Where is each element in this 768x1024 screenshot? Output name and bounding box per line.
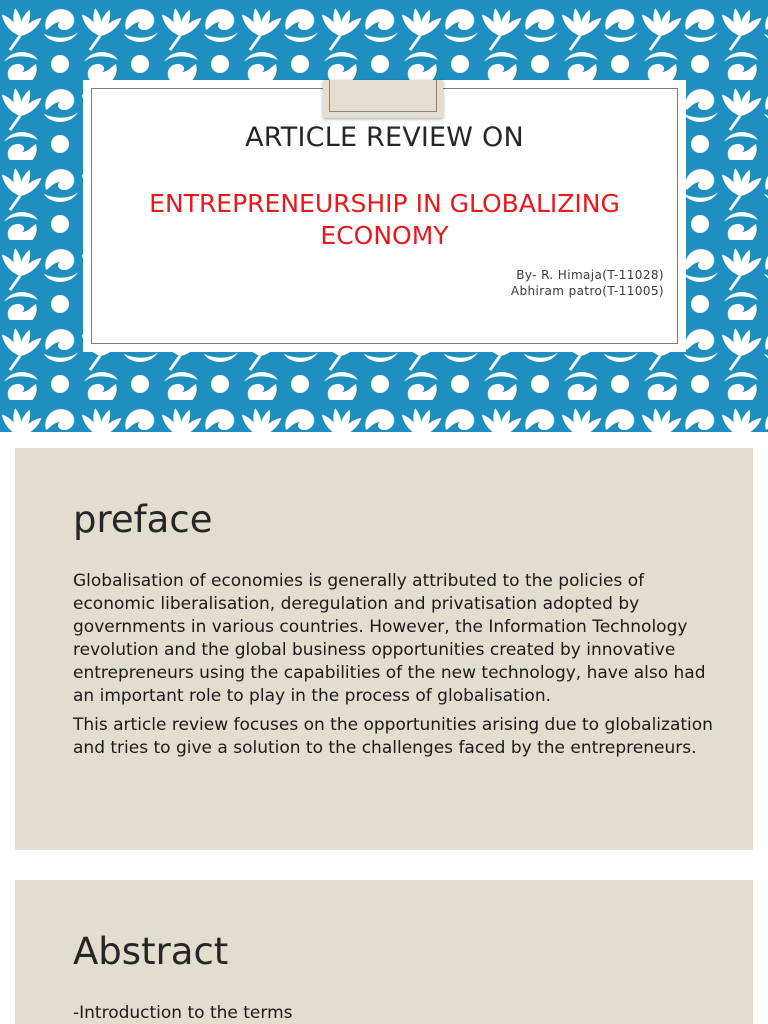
title-card [83,80,686,352]
abstract-heading: Abstract [73,930,229,973]
preface-body [73,570,713,766]
title-heading: ARTICLE REVIEW ON [245,122,524,153]
abstract-slide [15,880,753,1024]
author-2: Abhiram patro(T-11005) [510,284,664,298]
preface-slide [15,448,753,850]
author-1: By- R. Himaja(T-11028) [516,268,664,282]
abstract-line-1: -Introduction to the terms [73,1003,293,1023]
preface-heading: preface [73,498,213,541]
preface-paragraph-2: This article review focuses on the opportunities arising due to globalization and tries to give a solution to the challenges faced by the entrepreneurs. [73,715,713,758]
title-subheading: ENTREPRENEURSHIP IN GLOBALIZING ECONOMY [149,189,620,250]
abstract-body [73,1002,713,1024]
title-card-tab [323,80,443,118]
author-byline [511,267,664,299]
title-slide [0,0,768,432]
preface-paragraph-1: Globalisation of economies is generally attributed to the policies of economic liberalisation, deregulation and privatisation adopted by governments in various countries. However, the Information Technology revolution and the global business opportunities created by innovative entrepreneurs using the capabilities of the new technology, have also had an important role to play in the process of globalisation. [73,571,706,706]
